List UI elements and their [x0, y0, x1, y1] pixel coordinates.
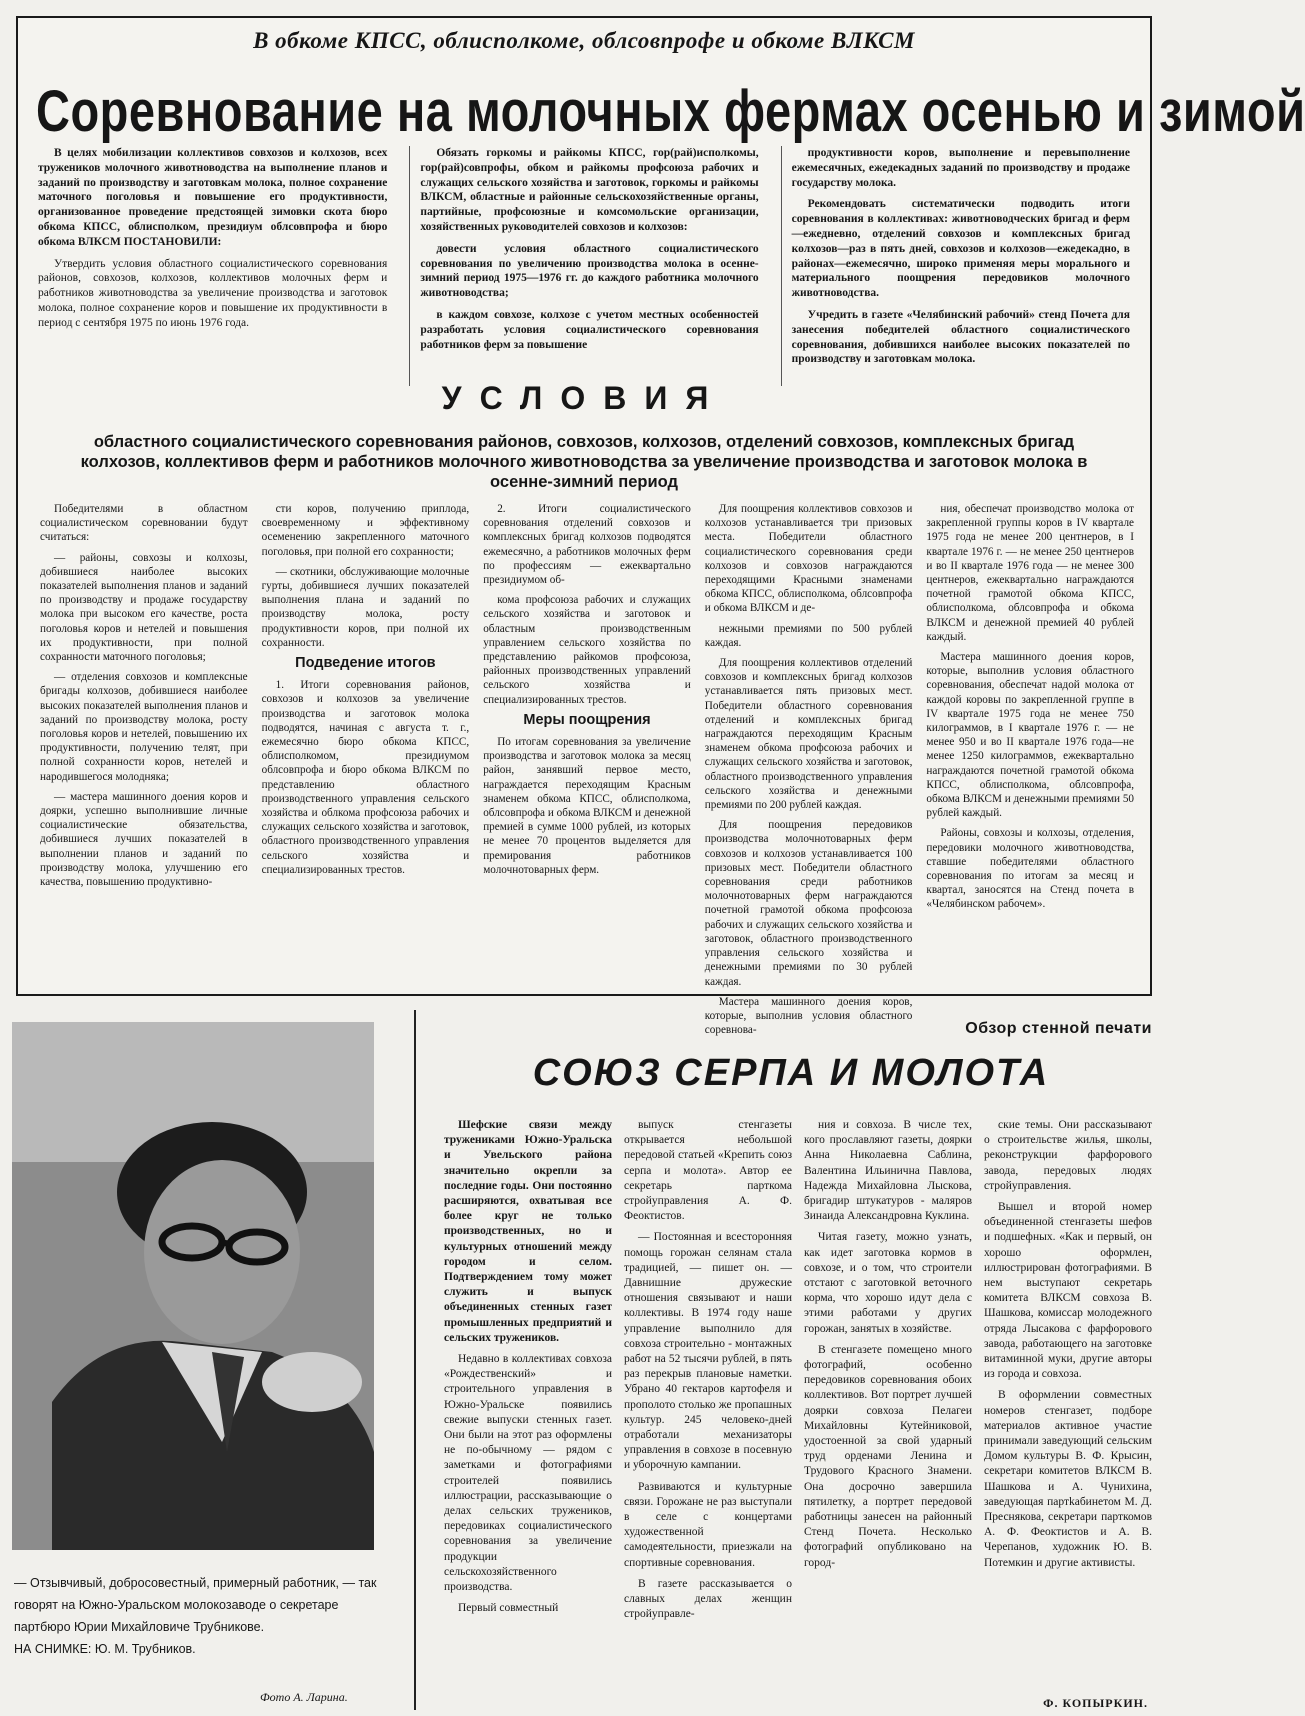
review-columns	[444, 1118, 1152, 1710]
conditions-paragraph: кома профсоюза рабочих и служащих сельского хозяйства и заготовок и областным производственным управлением сельского хозяйства по представлению райкомов профсоюза, районных производственных управлений сельского хозяйства и специализированных трестов.	[483, 594, 691, 706]
article-headline: Соревнование на молочных фермах осенью и зимой	[36, 77, 1305, 144]
conditions-paragraph: Победителями в областном социалистическом соревновании будут считаться:	[40, 503, 248, 544]
conditions-paragraph: — отделения совхозов и комплексные бригады колхозов, добившиеся наиболее высоких показателей выполнения планов и заданий по производству молока, росту поголовья коров и нетелей, повышению их продуктивности, получению телят, при полной сохранности коров, нетелей и народившегося молодняка;	[40, 671, 248, 783]
conditions-paragraph: Для поощрения передовиков производства молочнотоварных ферм совхозов и колхозов устанавливается 100 призовых мест. Победители областного соревнования среди работников молочнотоварных ферм награждаются почетной грамотой обкома профсоюза рабочих и служащих сельского хозяйства и заготовок, областного производственного управления сельского хозяйства и денежными премиями по 30 рублей каждая.	[704, 819, 913, 988]
conditions-title: УСЛОВИЯ	[441, 380, 727, 416]
article-kicker: В обкоме КПСС, облисполкоме, облсовпрофе и обкоме ВЛКСМ	[253, 28, 915, 53]
review-paragraph: В оформлении совместных номеров стенгазет, подборе материалов активное участие принимали заведующий сельским Домом культуры В. Ф. Крысин, секретари комитетов ВЛКСМ В. Шашкова и А. Чунихина, заведующая партkабинетом М. Д. Преснякова, секретари парткомов А. Ф. Феоктистов и А. В. Черепанов, художник Ю. В. Потемкин и другие активисты.	[984, 1389, 1152, 1569]
article-title: СОЮЗ СЕРПА И МОЛОТА	[532, 1052, 1050, 1094]
conditions-paragraph: 1. Итоги соревнования районов, совхозов и колхозов за увеличение производства и заготовок молока подводятся, начиная с августа т. г., ежемесячно бюро обкома КПСС, облисполкомом, президиумом облсовпрофа и бюро обкома ВЛКСМ по представлению областного производственного управления сельского хозяйства и облкома профсоюза рабочих и служащих сельского хозяйства и заготовок, областного производственного управления сельского хозяйства и специализированных трестов.	[261, 679, 470, 876]
conditions-paragraph: По итогам соревнования за увеличение производства и заготовок молока за месяц район, занявший первое место, награждается переходящим Красным знаменем обкома КПСС, облисполкома, облсовпрофа и обкома ВЛКСМ и денежной премией в сумме 1000 рублей, из которых не менее 70 процентов выделяется для премирования работников молочнотоварных ферм.	[483, 736, 691, 876]
intro-paragraph: продуктивности коров, выполнение и перевыполнение ежемесячных, ежедекадных заданий по производству и продаже государству молока.	[791, 147, 1130, 189]
conditions-paragraph: Районы, совхозы и колхозы, отделения, передовики молочного животноводства, ставшие победителями областного соревнования по итогам за месяц и квартал, заносятся на Стенд почета в «Челябинском рабочем».	[926, 827, 1134, 911]
review-paragraph: В газете рассказывается о славных делах женщин стройуправле-	[624, 1577, 792, 1621]
intro-column-3	[781, 146, 1130, 386]
portrait-illustration	[12, 1022, 374, 1550]
intro-column-1	[38, 146, 387, 386]
section-heading-results: Подведение итогов	[295, 655, 436, 672]
review-column-4	[984, 1118, 1152, 1710]
conditions-paragraph: Для поощрения коллективов совхозов и колхозов устанавливается три призовых места. Победители областного социалистического соревнования среди колхозов и совхозов награждаются переходящими Красными знаменами обкома КПСС, облисполкома, облсовпрофа и обкома ВЛКСМ и де-	[704, 503, 913, 615]
conditions-subtitle: областного социалистического соревнования районов, совхозов, колхозов, отделений совхозов, комплексных бригад колхозов, коллективов ферм и работников молочного животноводства за увеличение производства и заготовок молока в осенне-зимний период	[80, 433, 1088, 491]
conditions-column-5	[926, 502, 1134, 1043]
intro-paragraph: в каждом совхозе, колхозе с учетом местных особенностей разработать условия социалистического соревнования работников ферм за повышение	[420, 308, 759, 351]
review-paragraph: Читая газету, можно узнать, как идет заготовка кормов в совхозе, и о том, что строители отстают с заготовкой веточного корма, что хорошо идут дела с этими работами у других горожан, занятых в хозяйстве.	[804, 1231, 972, 1335]
conditions-paragraph: — районы, совхозы и колхозы, добившиеся наиболее высоких показателей выполнения планов и заданий по производству и продаже государству молока при высоком его качестве, роста поголовья коров и нетелей и повышения их продуктивности, при полной сохранности маточного поголовья;	[40, 551, 248, 664]
conditions-paragraph: 2. Итоги социалистического соревнования отделений совхозов и комплексных бригад колхозов подводятся ежемесячно, а работников молочных ферм по профессиям — ежеквартально президиумом об-	[483, 503, 691, 587]
intro-paragraph: В целях мобилизации коллективов совхозов и колхозов, всех тружеников молочного животноводства на выполнение планов и заданий по производству и заготовкам молока, полное сохранение маточного поголовья и повышение его продуктивности, организованное проведение предстоящей зимовки скота бюро обкома КПСС, облисполком, президиум облсовпрофа и бюро обкома ВЛКСМ ПОСТАНОВИЛИ:	[38, 147, 388, 248]
review-paragraph: Первый совместный	[458, 1602, 559, 1615]
conditions-paragraph: нежными премиями по 500 рублей каждая.	[704, 622, 913, 649]
review-column-3	[804, 1118, 972, 1710]
section-heading-rewards: Меры поощрения	[523, 711, 651, 728]
review-paragraph: В стенгазете помещено много фотографий, особенно передовиков соревнования обоих коллективов. Вот портрет лучшей доярки совхоза Пелагеи Михайловны Кутейниковой, удостоенной за свой ударный труд орденами Ленина и Трудового Красного Знамени. Она досрочно завершила пятилетку, а портрет передовой работницы занесен на районный Стенд Почета. Несколько фотографий опубликовано на город-	[804, 1343, 972, 1569]
review-column-2	[624, 1118, 792, 1710]
review-paragraph: ские темы. Они рассказывают о строительстве жилья, школы, реконструкции фарфорового завода, передовых людях стройуправления.	[984, 1119, 1152, 1192]
conditions-paragraph: ния, обеспечат производство молока от закрепленной группы коров в IV квартале 1975 года не менее 200 центнеров, в I квартале 1976 г. — не менее 250 центнеров и во II квартале 1976 года — не менее 300 центнеров, ежеквартально награждаются почетной грамотой обкома КПСС, облисполкома, облсовпрофа и обкома ВЛКСМ и денежной премией 40 рублей каждый.	[926, 503, 1134, 643]
review-paragraph: выпуск стенгазеты открывается небольшой передовой статьей «Крепить союз серпа и молота». Автор ее секретарь парткома стройуправления А. Ф. Феоктистов.	[624, 1119, 792, 1223]
conditions-column-4	[705, 502, 913, 1043]
caption-text: — Отзывчивый, добросовестный, примерный работник, — так говорят на Южно-Уральском молокозаводе о секретаре партбюро Юрии Михайловиче Трубникове.	[14, 1576, 377, 1634]
review-paragraph: ния и совхоза. В числе тех, кого прославляют газеты, доярки Анна Николаевна Саблина, Валентина Ильинична Павлова, Надежда Михайловна Лыскова, бригадир штукатуров - маляров Зинаида Александровна Куклина.	[804, 1119, 972, 1223]
conditions-paragraph: — скотники, обслуживающие молочные гурты, добившиеся лучших показателей выполнения плана и заданий по производству молока, росту продуктивности коров, при полной их сохранности.	[261, 565, 470, 649]
conditions-column-2	[262, 502, 470, 1043]
intro-paragraph: Учредить в газете «Челябинский рабочий» стенд Почета для занесения победителей областного социалистического соревнования, добившихся наиболее высоких показателей по производству и заготовкам молока.	[791, 308, 1130, 366]
conditions-paragraph: сти коров, получению приплода, своевременному и эффективному осеменению закрепленного маточного поголовья, при полной его сохранности;	[261, 503, 470, 558]
conditions-paragraph: Мастера машинного доения коров, которые, выполнив условия областного соревнова-	[704, 995, 913, 1037]
rubric-label: Обзор стенной печати	[965, 1020, 1152, 1037]
column-divider	[414, 1010, 416, 1710]
caption-subject: НА СНИМКЕ: Ю. М. Трубников.	[14, 1642, 196, 1656]
review-paragraph: Недавно в коллективах совхоза «Рождественский» и строительного управления в Южно-Уральске появились свежие выпуски стенных газет. Они были на этот раз оформлены не по-обычному — рядом с заметками и фотографиями строителей появились иллюстрации, рассказывающие о делах сельских тружеников, передовиках социалистического соревнования за увеличение продукции сельскохозяйственного производства.	[444, 1353, 612, 1594]
intro-paragraph: Утвердить условия областного социалистического соревнования районов, совхозов, колхозов, коллективов молочных ферм и работников животноводства за увеличение производства и заготовок молока, полное сохранение коров и повышение их продуктивности в период с сентября 1975 по июнь 1976 года.	[38, 257, 388, 329]
review-paragraph: Шефские связи между тружениками Южно-Уральска и Увельского района значительно окрепли за последние годы. Они постоянно расширяются, охватывая все более круг не только производственных, но и культурных отношений между городом и селом. Подтверждением тому может служить и выпуск объединенных стенных газет промышленных предприятий и сельских тружеников.	[444, 1119, 612, 1344]
review-column-1	[444, 1118, 612, 1710]
photo-caption	[14, 1572, 378, 1660]
intro-paragraph: Рекомендовать систематически подводить итоги соревнования в коллективах: животноводческих бригад и ферм—ежедневно, отделений совхозов и комплексных бригад колхозов—раз в пять дней, совхозов и колхозов—ежедекадно, в районах—ежемесячно, широко применяя меры морального и материального поощрения передовиков молочного животноводства.	[791, 198, 1130, 300]
intro-paragraph: довести условия областного социалистического соревнования по увеличению производства молока в осенне-зимний период 1975—1976 гг. до каждого работника молочного животноводства;	[420, 242, 759, 300]
intro-columns	[38, 146, 1130, 386]
conditions-column-3	[483, 502, 691, 1043]
review-paragraph: Вышел и второй номер объединенной стенгазеты шефов и подшефных. «Как и первый, он хорошо оформлен, иллюстрирован фотографиями. В нем выступают секретарь комитета ВЛКСМ совхоза В. Шашкова, комиссар молодежного отряда Лысакова с фарфорового завода, работающего на заготовке витаминной муки, другие авторы из города и совхоза.	[984, 1201, 1152, 1381]
author-signature: Ф. КОПЫРКИН.	[1043, 1696, 1148, 1710]
review-paragraph: — Постоянная и всесторонняя помощь горожан селянам стала традицией, — пишет он. — Давнишние дружеские отношения связывают и наши коллективы. В 1974 году наше управление выполнило для совхоза строительно - монтажных работ на 52 тысячи рублей, в пять раз перекрыв плановые наметки. Убрано 40 гектаров картофеля и прополото столько же пропашных культур. 245 человеко-дней отработали механизаторы управления в совхозе в посевную и уборочную кампании.	[624, 1231, 792, 1472]
conditions-paragraph: Мастера машинного доения коров, которые, выполнив условия областного соревнования, обеспечат надой молока от каждой коровы по закрепленной группе в IV квартале 1975 года не менее 750 килограммов, в I квартале 1976 г. — не менее 950 и во II квартале 1976 года—не менее 1250 килограммов, ежеквартально награждаются почетной грамотой обкома КПСС, облисполкома, облсовпрофа, обкома ВЛКСМ и денежными премиями 50 рублей каждый.	[926, 651, 1135, 820]
portrait-photo	[12, 1022, 374, 1550]
photo-credit: Фото А. Ларина.	[260, 1690, 348, 1704]
conditions-paragraph: — мастера машинного доения коров и доярки, успешно выполнившие личные социалистические обязательства, добившиеся лучших показателей в выполнении планов и заданий по производству молока, улучшению его качества, повышению продуктивно-	[40, 790, 248, 889]
intro-paragraph: Обязать горкомы и райкомы КПСС, гор(рай)исполкомы, гор(рай)совпрофы, обком и райкомы профсоюза рабочих и служащих сельского хозяйства и заготовок, горкомы и райкомы ВЛКСМ, областные и районные сельскохозяйственные органы, партийные, профсоюзные и комсомольские организации, хозяйственных руководителей совхозов и колхозов:	[420, 147, 759, 233]
conditions-column-1	[40, 502, 248, 1043]
conditions-paragraph: Для поощрения коллективов отделений совхозов и комплексных бригад колхозов устанавливается пять призовых мест. Победители областного соревнования отделений и комплексных бригад награждаются переходящим Красным знаменем обкома профсоюза рабочих и служащих сельского хозяйства и заготовок, областного производственного управления сельского хозяйства и денежными премиями по 200 рублей каждая.	[704, 657, 913, 812]
intro-column-2	[409, 146, 758, 386]
review-paragraph: Развиваются и культурные связи. Горожане не раз выступали в селе с концертами художественной самодеятельности, приезжали на спортивные соревнования.	[624, 1480, 792, 1569]
